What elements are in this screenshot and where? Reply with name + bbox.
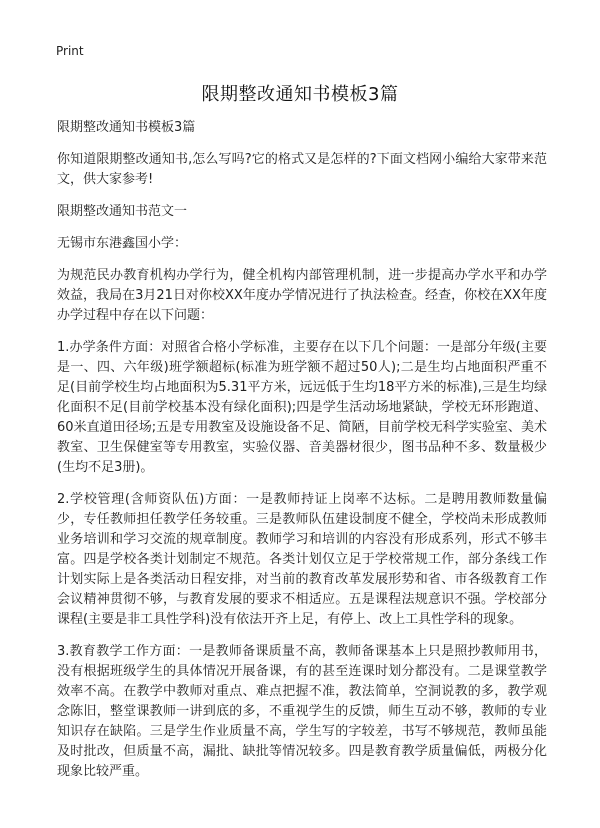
body-paragraph: 2.学校管理(含师资队伍)方面：一是教师持证上岗率不达标。二是聘用教师数量偏少，专任教师担任教学任务较重。三是教师队伍建设制度不健全，学校尚未形成教师业务培训和学习交流的规章制度。教师学习和培训的内容没有形成系列，形式不够丰富。四是学校各类计划制定不规范。各类计划仅立足于学校常规工作，部分条线工作计划实际上是各类活动日程安排，对当前的教育改革发展形势和省、市各级教育工作会议精神贯彻不够，与教育发展的要求不相适应。五是课程法规意识不强。学校部分课程(主要是非工具性学科)没有依法开齐上足，有停上、改上工具性学科的现象。 [57, 492, 547, 627]
body-paragraph: 为规范民办教育机构办学行为，健全机构内部管理机制，进一步提高办学水平和办学效益，我局在3月21日对你校XX年度办学情况进行了执法检查。经查，你校在XX年度办学过程中存在以下问题： [57, 268, 547, 323]
section-heading: 限期整改通知书范文一 [57, 204, 188, 219]
document-title: 限期整改通知书模板3篇 [201, 84, 399, 105]
print-label: Print [56, 44, 84, 58]
body-paragraph: 3.教育教学工作方面：一是教师备课质量不高，教师备课基本上只是照抄教师用书，没有根据班级学生的具体情况开展备课，有的甚至连课时划分都没有。二是课堂教学效率不高。在教学中教师对重点、难点把握不准，教法简单，空洞说教的多，教学观念陈旧，整堂课教师一讲到底的多，不重视学生的反馈，师生互动不够，教师的专业知识存在缺陷。三是学生作业质量不高，学生写的字较差，书写不够规范，教师虽能及时批改，但质量不高，漏批、缺批等情况较多。四是教育教学质量偏低，两极分化现象比较严重。 [57, 644, 547, 779]
document-body [57, 118, 547, 794]
intro-paragraph: 你知道限期整改通知书,怎么写吗?它的格式又是怎样的?下面文档网小编给大家带来范文，供大家参考! [57, 152, 547, 187]
salutation-paragraph: 无锡市东港鑫国小学： [57, 236, 188, 251]
subtitle-paragraph: 限期整改通知书模板3篇 [57, 120, 196, 135]
body-paragraph: 1.办学条件方面：对照省合格小学标准，主要存在以下几个问题：一是部分年级(主要是一、四、六年级)班学额超标(标准为班学额不超过50人);二是生均占地面积严重不足(目前学校生均占地面积为5.31平方米，远远低于生均18平方米的标准),三是生均绿化面积不足(目前学校基本没有绿化面积);四是学生活动场地紧缺，学校无环形跑道、60米直道田径场;五是专用教室及设施设备不足、简陋，目前学校无科学实验室、美术教室、卫生保健室等专用教室，实验仪器、音美器材很少，图书品种不多、数量极少(生均不足3册)。 [57, 340, 547, 475]
